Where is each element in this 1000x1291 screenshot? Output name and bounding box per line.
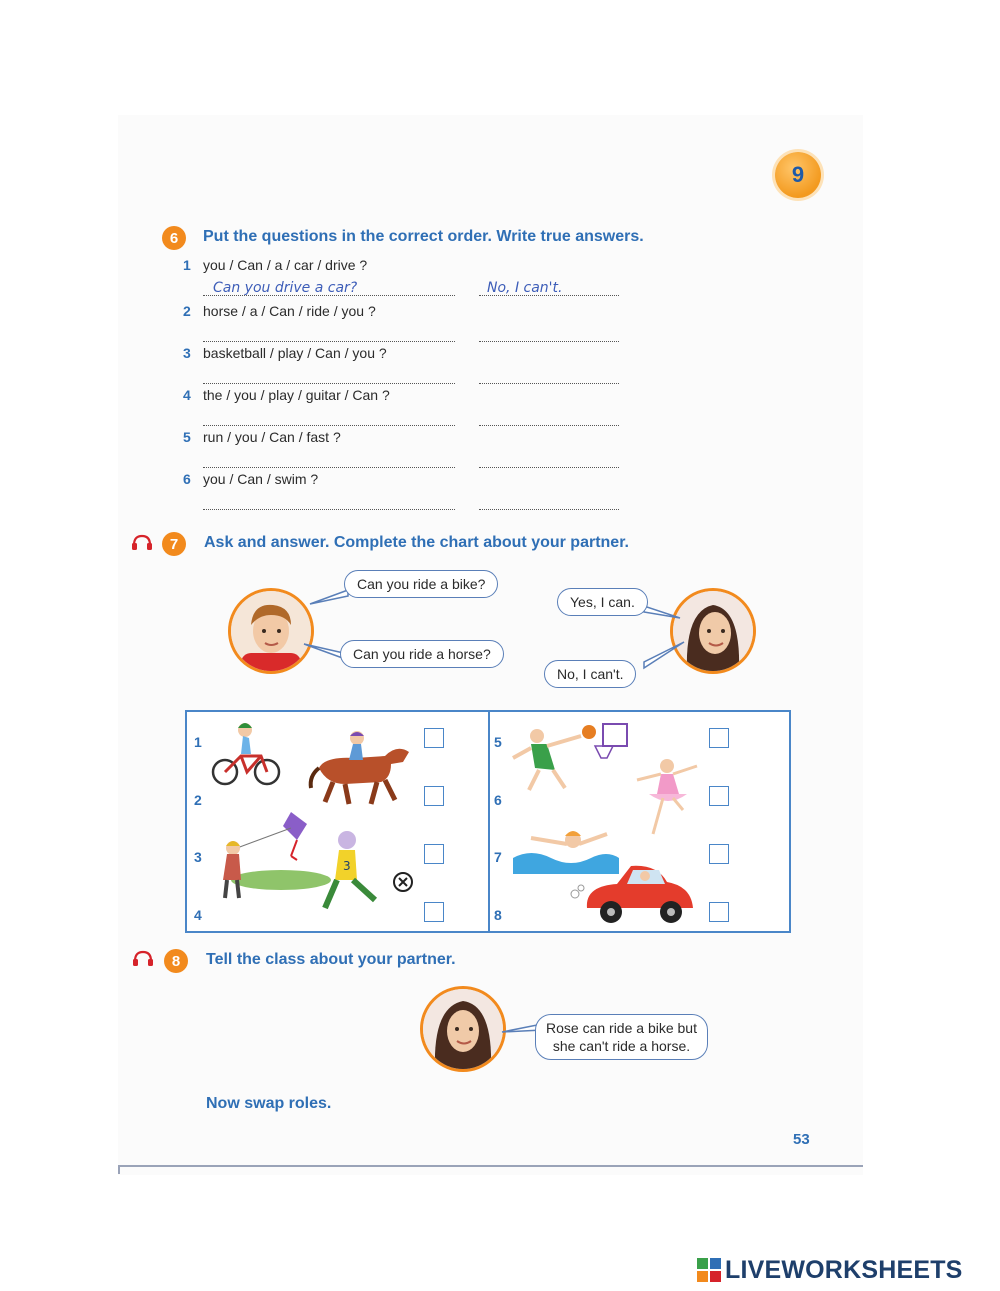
written-answer: No, I can't. [487, 280, 563, 296]
car-icon [567, 858, 703, 930]
bike-icon [211, 718, 283, 790]
speech-bubble-rose [535, 1014, 708, 1060]
checkbox-8[interactable] [709, 902, 729, 922]
question-number: 4 [183, 387, 191, 403]
svg-text:3: 3 [343, 859, 351, 873]
question-row-2 [183, 303, 643, 345]
question-row-4 [183, 387, 643, 429]
speech-bubble-ride-bike: Can you ride a bike? [344, 570, 498, 598]
question-prompt: you / Can / a / car / drive ? [203, 257, 368, 273]
question-number: 2 [183, 303, 191, 319]
short-answer-field[interactable] [479, 326, 619, 342]
question-row-6 [183, 471, 643, 513]
chart-number-2: 2 [194, 792, 202, 808]
rose-bubble-line-1: Rose can ride a bike but [546, 1020, 697, 1036]
page-bottom-rule [118, 1165, 863, 1167]
rose-avatar [420, 986, 506, 1072]
question-prompt: run / you / Can / fast ? [203, 429, 341, 445]
checkbox-4[interactable] [424, 902, 444, 922]
question-row-3 [183, 345, 643, 387]
short-answer-field[interactable] [479, 494, 619, 510]
horse-icon [305, 728, 417, 808]
chart-number-7: 7 [494, 849, 502, 865]
checkbox-5[interactable] [709, 728, 729, 748]
question-answer-field[interactable] [203, 494, 455, 510]
checkbox-2[interactable] [424, 786, 444, 806]
short-answer-field[interactable] [479, 368, 619, 384]
exercise-7-number: 7 [162, 532, 186, 556]
question-answer-field[interactable] [203, 368, 455, 384]
kite-icon [211, 808, 331, 902]
short-answer-field[interactable] [479, 410, 619, 426]
chart-number-3: 3 [194, 849, 202, 865]
liveworksheets-wordmark: LIVEWORKSHEETS [725, 1255, 963, 1284]
speech-bubble-ride-horse: Can you ride a horse? [340, 640, 504, 668]
partner-chart [185, 710, 791, 933]
chart-number-5: 5 [494, 734, 502, 750]
liveworksheets-logo[interactable] [697, 1256, 963, 1284]
basketball-icon [507, 718, 631, 798]
page-number: 53 [793, 1131, 810, 1148]
headphones-icon[interactable] [131, 534, 153, 550]
question-row-5 [183, 429, 643, 471]
question-prompt: you / Can / swim ? [203, 471, 319, 487]
exercise-6-number: 6 [162, 226, 186, 250]
exercise-7-title: Ask and answer. Complete the chart about your partner. [204, 534, 629, 551]
liveworksheets-icon [697, 1258, 721, 1282]
question-answer-field[interactable] [203, 410, 455, 426]
checkbox-7[interactable] [709, 844, 729, 864]
ballet-icon [623, 754, 707, 838]
exercise-8-number: 8 [164, 949, 188, 973]
football-icon [317, 828, 417, 918]
question-prompt: horse / a / Can / ride / you ? [203, 303, 376, 319]
speech-bubble-no: No, I can't. [544, 660, 636, 688]
question-answer-field[interactable] [203, 452, 455, 468]
checkbox-1[interactable] [424, 728, 444, 748]
question-answer-field[interactable] [203, 326, 455, 342]
checkbox-6[interactable] [709, 786, 729, 806]
question-number: 1 [183, 257, 191, 273]
chart-number-8: 8 [494, 907, 502, 923]
question-row-1 [183, 257, 643, 299]
question-number: 6 [183, 471, 191, 487]
bubble-pointers-girl [636, 574, 686, 674]
chart-number-6: 6 [494, 792, 502, 808]
page-bottom-tick [118, 1165, 120, 1174]
question-number: 5 [183, 429, 191, 445]
question-prompt: the / you / play / guitar / Can ? [203, 387, 390, 403]
chart-number-1: 1 [194, 734, 202, 750]
chart-number-4: 4 [194, 907, 202, 923]
short-answer-field[interactable] [479, 452, 619, 468]
headphones-icon[interactable] [132, 950, 154, 966]
boy-portrait-icon [231, 591, 311, 671]
exercise-6-title: Put the questions in the correct order. Write true answers. [203, 228, 644, 245]
short-answer-field[interactable] [479, 280, 619, 296]
rose-bubble-line-2: she can't ride a horse. [552, 1038, 691, 1054]
question-number: 3 [183, 345, 191, 361]
rose-portrait-icon [423, 989, 503, 1069]
now-swap-roles: Now swap roles. [206, 1095, 332, 1112]
question-prompt: basketball / play / Can / you ? [203, 345, 387, 361]
question-answer-field[interactable] [203, 280, 455, 296]
checkbox-3[interactable] [424, 844, 444, 864]
written-question: Can you drive a car? [213, 280, 358, 296]
unit-badge: 9 [775, 152, 821, 198]
chart-divider [488, 712, 490, 931]
exercise-8-title: Tell the class about your partner. [206, 951, 456, 968]
speech-bubble-yes: Yes, I can. [557, 588, 648, 616]
